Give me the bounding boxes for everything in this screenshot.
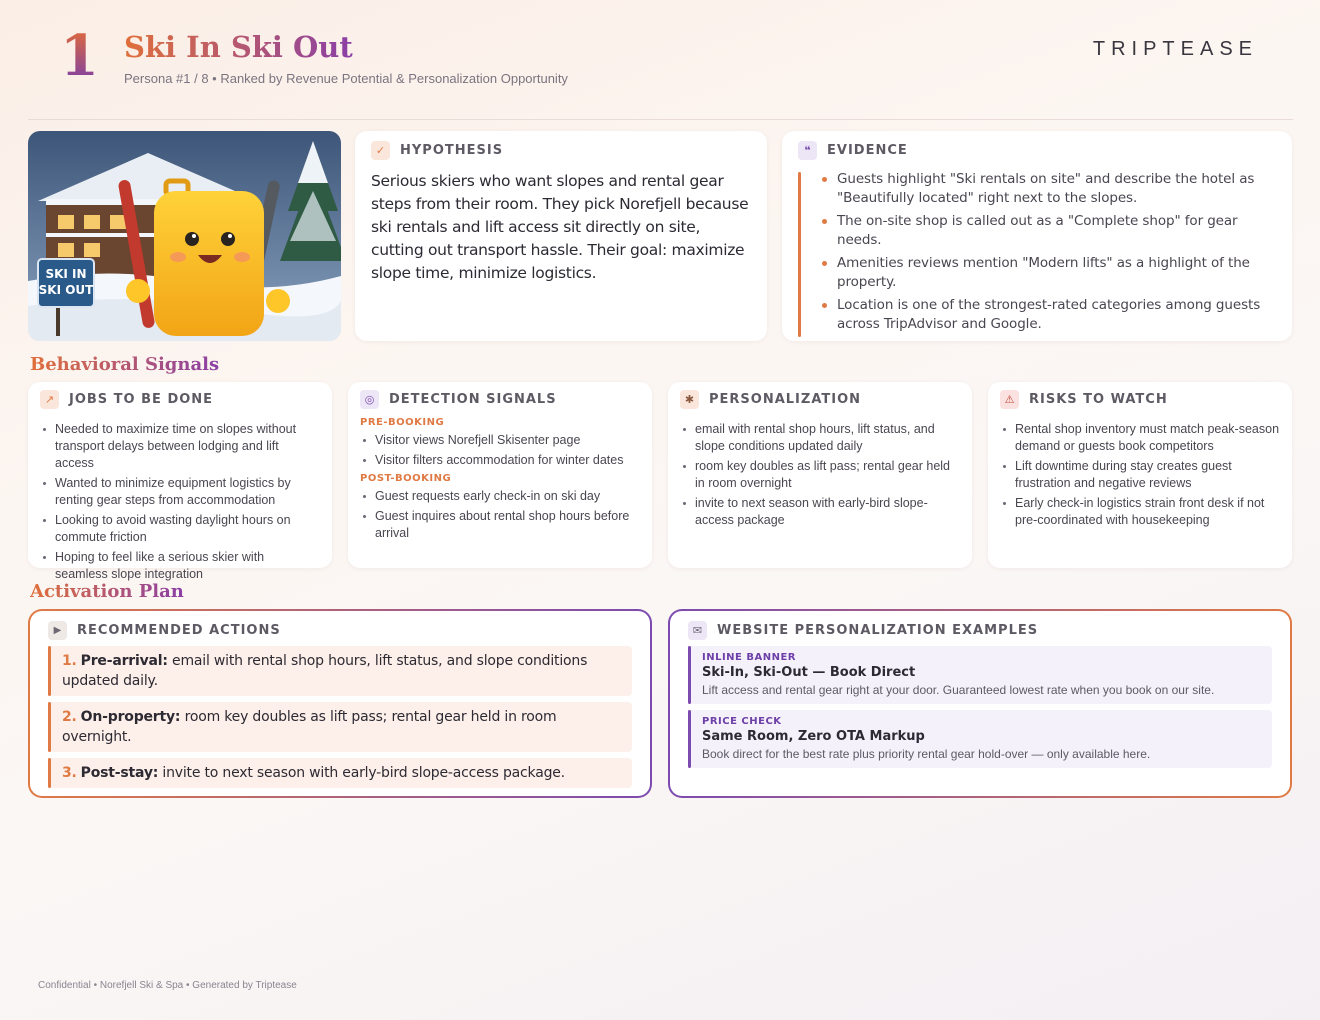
sign-line2: SKI OUT bbox=[38, 283, 94, 297]
check-icon: ✓ bbox=[371, 141, 390, 160]
page-subtitle: Persona #1 / 8 • Ranked by Revenue Potential & Personalization Opportunity bbox=[124, 71, 568, 86]
list-item: Visitor filters accommodation for winter dates bbox=[360, 452, 640, 469]
list-item: Early check-in logistics strain front desk if not pre-coordinated with housekeeping bbox=[1000, 495, 1280, 529]
list-item: invite to next season with early-bird slope-access package bbox=[680, 495, 960, 529]
persona-illustration bbox=[28, 131, 341, 341]
quote-icon: ❝ bbox=[798, 141, 817, 160]
target-icon: ◎ bbox=[360, 390, 379, 409]
warning-icon: ⚠ bbox=[1000, 390, 1019, 409]
recommended-actions-card bbox=[28, 609, 652, 798]
ski-lodge-mascot-image bbox=[28, 131, 341, 341]
list-item: Guest inquires about rental shop hours before arrival bbox=[360, 508, 640, 542]
sparkle-icon: ✱ bbox=[680, 390, 699, 409]
pre-booking-label: PRE-BOOKING bbox=[360, 417, 445, 428]
persona-number: 1 bbox=[60, 23, 99, 89]
mail-icon: ✉ bbox=[688, 621, 707, 640]
risks-to-watch-card bbox=[988, 382, 1292, 568]
sign-line1: SKI IN bbox=[45, 267, 87, 281]
evidence-item: Location is one of the strongest-rated categories among guests across TripAdvisor and Google. bbox=[820, 296, 1276, 334]
example-description: Book direct for the best rate plus priority rental gear hold-over — only available here. bbox=[702, 747, 1151, 761]
play-icon: ▶ bbox=[48, 621, 67, 640]
website-example-item bbox=[688, 710, 1272, 768]
list-item: Lift downtime during stay creates guest frustration and negative reviews bbox=[1000, 458, 1280, 492]
recommended-title: RECOMMENDED ACTIONS bbox=[77, 623, 281, 638]
evidence-card bbox=[782, 131, 1292, 341]
website-title: WEBSITE PERSONALIZATION EXAMPLES bbox=[717, 623, 1039, 638]
evidence-item: Guests highlight "Ski rentals on site" and describe the hotel as "Beautifully located" right next to the slopes. bbox=[820, 170, 1276, 208]
behavioral-signals-heading: Behavioral Signals bbox=[30, 354, 220, 375]
page-title: Ski In Ski Out bbox=[124, 30, 353, 64]
list-item: Wanted to minimize equipment logistics by renting gear steps from accommodation bbox=[40, 475, 320, 509]
list-item: email with rental shop hours, lift status, and slope conditions updated daily bbox=[680, 421, 960, 455]
page-footer: Confidential • Norefjell Ski & Spa • Generated by Triptease bbox=[38, 980, 297, 991]
recommended-action-item: 1. Pre-arrival: email with rental shop hours, lift status, and slope conditions updated daily. bbox=[48, 646, 632, 696]
list-item: Guest requests early check-in on ski day bbox=[360, 488, 640, 505]
example-title: Ski-In, Ski-Out — Book Direct bbox=[702, 665, 916, 680]
hypothesis-text: Serious skiers who want slopes and rental gear steps from their room. They pick Norefjell because ski rentals and lift access sit directly on site, cutting out transport hassle. Their goal: maximize slope time, minimize logistics. bbox=[371, 172, 749, 282]
website-example-item bbox=[688, 646, 1272, 704]
detection-title: DETECTION SIGNALS bbox=[389, 392, 557, 407]
list-item: Hoping to feel like a serious skier with seamless slope integration bbox=[40, 549, 320, 583]
activation-plan-heading: Activation Plan bbox=[30, 581, 184, 602]
example-title: Same Room, Zero OTA Markup bbox=[702, 729, 925, 744]
post-booking-label: POST-BOOKING bbox=[360, 473, 452, 484]
list-item: room key doubles as lift pass; rental gear held in room overnight bbox=[680, 458, 960, 492]
recommended-action-item: 3. Post-stay: invite to next season with early-bird slope-access package. bbox=[48, 758, 632, 788]
example-tag: PRICE CHECK bbox=[702, 716, 782, 727]
header-divider bbox=[28, 119, 1293, 120]
jobs-title: JOBS TO BE DONE bbox=[69, 392, 214, 407]
list-item: Looking to avoid wasting daylight hours on commute friction bbox=[40, 512, 320, 546]
evidence-item: Amenities reviews mention "Modern lifts" as a highlight of the property. bbox=[820, 254, 1276, 292]
list-item: Visitor views Norefjell Skisenter page bbox=[360, 432, 640, 449]
page-header bbox=[0, 0, 1320, 120]
risks-title: RISKS TO WATCH bbox=[1029, 392, 1168, 407]
evidence-title: EVIDENCE bbox=[827, 143, 908, 158]
hypothesis-title: HYPOTHESIS bbox=[400, 143, 504, 158]
evidence-accent-bar bbox=[798, 172, 801, 337]
jobs-to-be-done-card bbox=[28, 382, 332, 581]
example-description: Lift access and rental gear right at your door. Guaranteed lowest rate when you book on our site. bbox=[702, 683, 1215, 697]
personalization-title: PERSONALIZATION bbox=[709, 392, 862, 407]
arrow-up-right-icon: ↗ bbox=[40, 390, 59, 409]
recommended-action-item: 2. On-property: room key doubles as lift pass; rental gear held in room overnight. bbox=[48, 702, 632, 752]
list-item: Needed to maximize time on slopes without transport delays between lodging and lift access bbox=[40, 421, 320, 472]
hypothesis-card bbox=[355, 131, 767, 341]
brand-logo: TRIPTEASE bbox=[1092, 38, 1258, 60]
list-item: Rental shop inventory must match peak-season demand or guests book competitors bbox=[1000, 421, 1280, 455]
evidence-item: The on-site shop is called out as a "Complete shop" for gear needs. bbox=[820, 212, 1276, 250]
personalization-card bbox=[668, 382, 972, 568]
website-personalization-card bbox=[668, 609, 1292, 798]
detection-signals-card bbox=[348, 382, 652, 568]
example-tag: INLINE BANNER bbox=[702, 652, 796, 663]
